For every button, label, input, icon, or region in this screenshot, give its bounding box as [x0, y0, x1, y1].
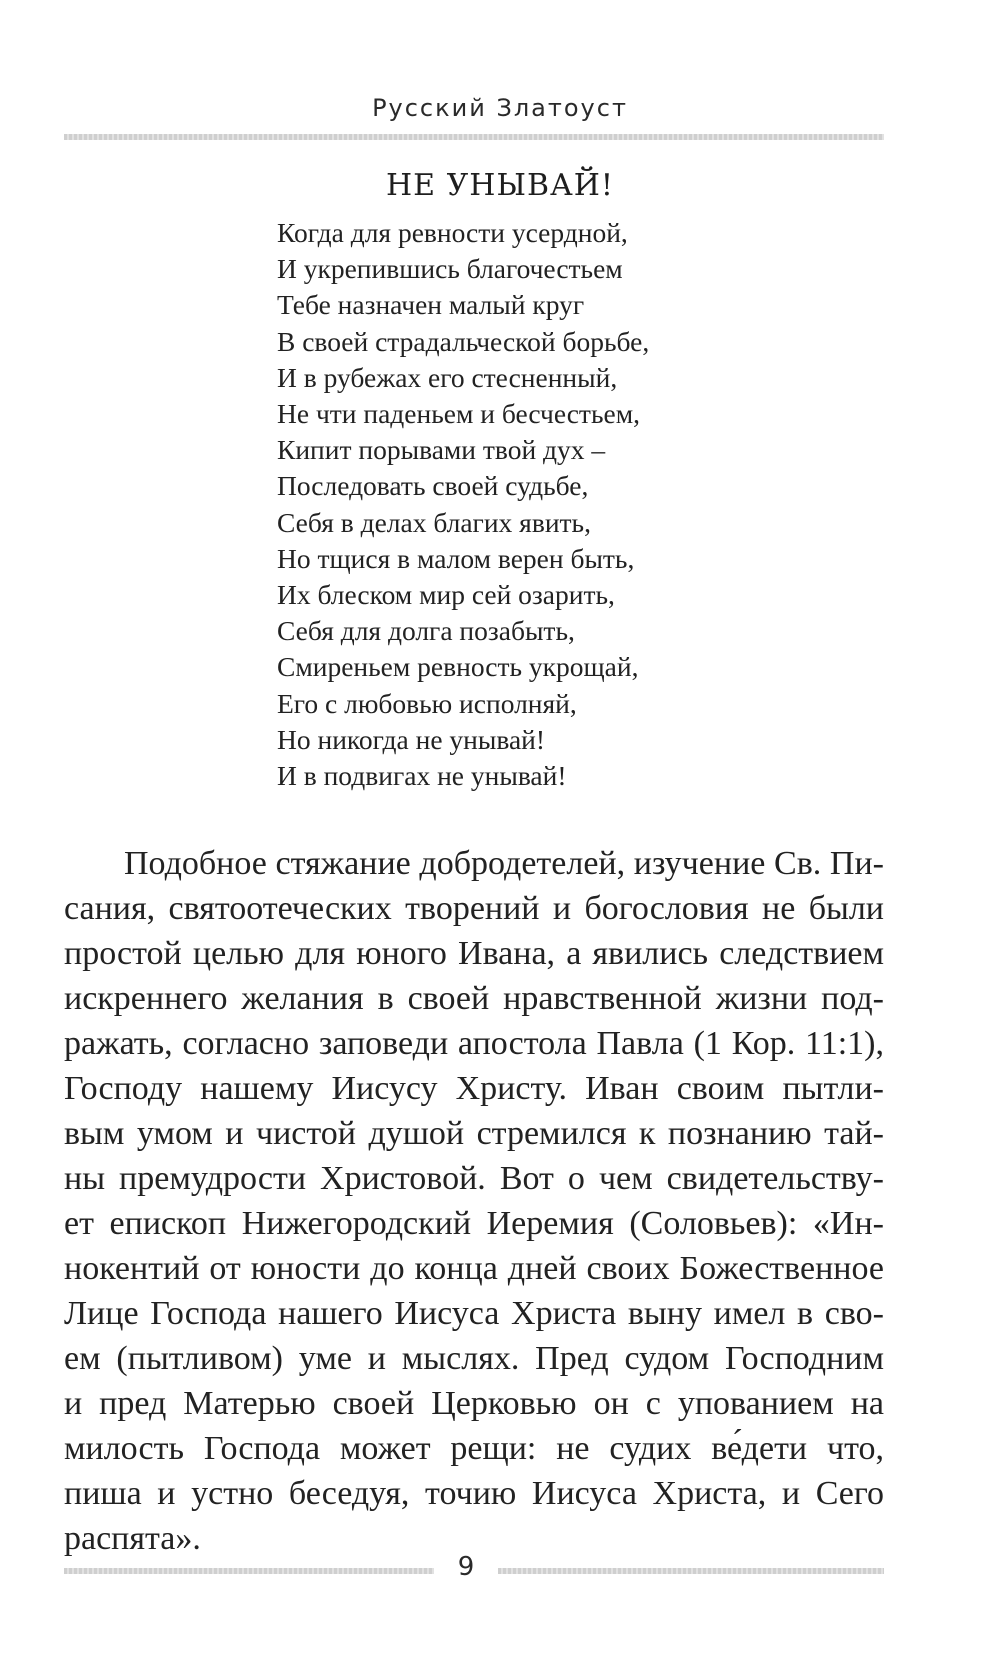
poem-line: Когда для ревности усердной,: [277, 217, 628, 248]
paragraph-line: нокентий от юности до конца дней своих Божественное: [64, 1250, 884, 1287]
poem-line: Но никогда не унывай!: [277, 723, 546, 755]
paragraph-line: Лице Господа нашего Иисуса Христа выну имел в сво-: [64, 1295, 884, 1332]
poem-line: Его с любовью исполняй,: [277, 687, 577, 719]
running-head-title: Русский Златоуст: [372, 94, 628, 122]
paragraph-line: ет епископ Нижегородский Иеремия (Соловьев): «Ин-: [64, 1205, 884, 1242]
paragraph-line: пиша и устно беседуя, точию Иисуса Христа, и Сего: [64, 1475, 884, 1512]
poem-line: Не чти паденьем и бесчестьем,: [277, 398, 640, 430]
header-divider: [64, 134, 884, 140]
poem-stanza: [277, 215, 649, 794]
footer-divider-left: [64, 1568, 434, 1574]
body-paragraph: [64, 841, 884, 1561]
paragraph-line: распята».: [64, 1520, 201, 1557]
poem-line: Кипит порывами твой дух –: [277, 434, 606, 466]
paragraph-line: сания, святоотеческих творений и богословия не были: [64, 890, 884, 927]
poem-line: И в рубежах его стесненный,: [277, 361, 618, 393]
poem-line: Последовать своей судьбе,: [277, 470, 589, 502]
paragraph-line: ем (пытливом) уме и мыслях. Пред судом Господним: [64, 1340, 884, 1377]
page-number: 9: [457, 1552, 475, 1582]
poem-line: Их блеском мир сей озарить,: [277, 579, 615, 611]
paragraph-line: вым умом и чистой душой стремился к познанию тай-: [64, 1115, 884, 1152]
poem-line: Себя в делах благих явить,: [277, 506, 591, 538]
footer-divider-right: [498, 1568, 884, 1574]
paragraph-line: Подобное стяжание добродетелей, изучение Св. Пи-: [124, 845, 884, 882]
paragraph-line: Господу нашему Иисусу Христу. Иван своим пытли-: [64, 1070, 884, 1107]
paragraph-line: искреннего желания в своей нравственной жизни под-: [64, 980, 884, 1017]
paragraph-line: ны премудрости Христовой. Вот о чем свидетельству-: [64, 1160, 884, 1197]
poem-line: Но тщися в малом верен быть,: [277, 542, 635, 574]
paragraph-line: и пред Матерью своей Церковью он с упованием на: [64, 1385, 884, 1422]
paragraph-line: простой целью для юного Ивана, а явились следствием: [64, 935, 884, 972]
poem-line: В своей страдальческой борьбе,: [277, 325, 650, 357]
paragraph-line: милость Господа может рещи: не судих ве́дети что,: [64, 1430, 884, 1467]
poem-line: И в подвигах не унывай!: [277, 760, 567, 792]
poem-line: Себя для долга позабыть,: [277, 615, 575, 647]
poem-line: И укрепившись благочестьем: [277, 253, 623, 285]
poem-title: НЕ УНЫВАЙ!: [386, 168, 614, 203]
paragraph-line: ражать, согласно заповеди апостола Павла (1 Кор. 11:1),: [64, 1025, 884, 1062]
poem-line: Тебе назначен малый круг: [277, 289, 585, 321]
poem-line: Смиреньем ревность укрощай,: [277, 651, 639, 683]
